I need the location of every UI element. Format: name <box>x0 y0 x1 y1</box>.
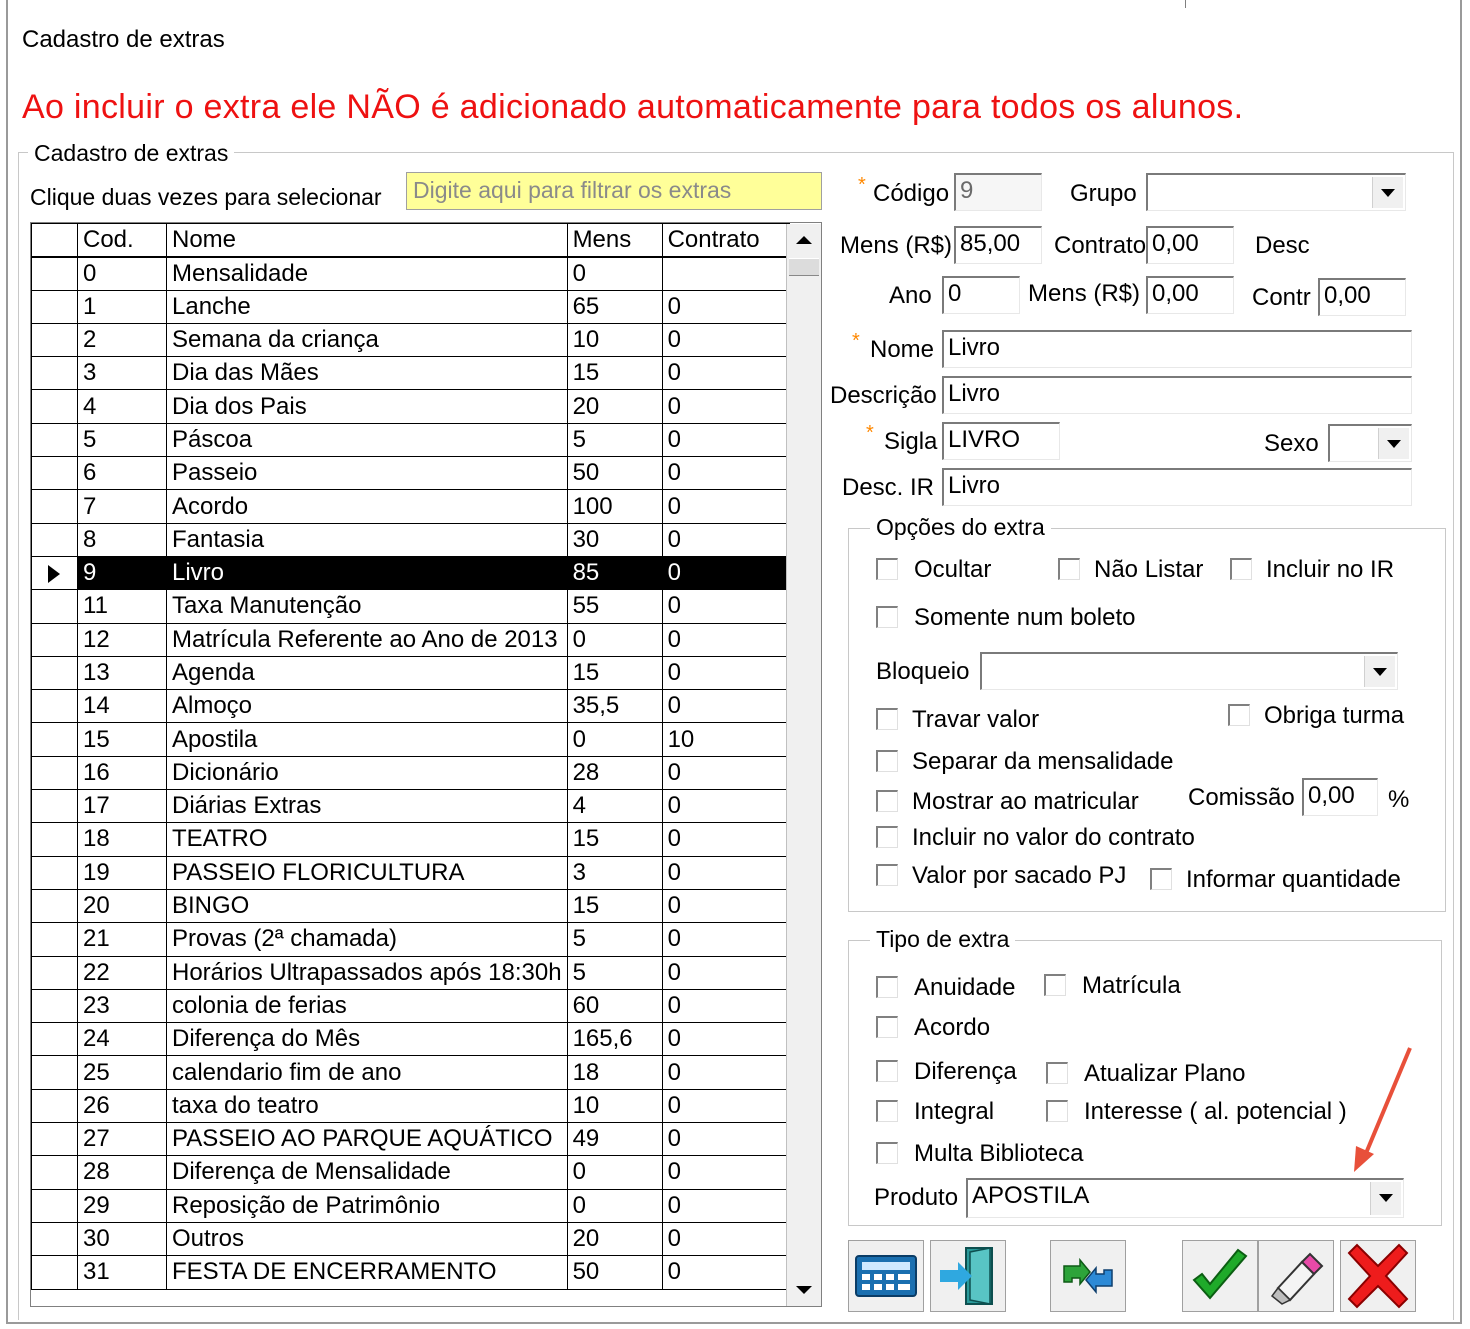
row-indicator[interactable] <box>32 390 78 423</box>
cell-cod[interactable]: 21 <box>78 923 167 956</box>
extras-grid[interactable] <box>30 222 822 1307</box>
cell-contrato[interactable]: 0 <box>662 1123 789 1156</box>
atualizar-plano-label: Atualizar Plano <box>1084 1060 1246 1087</box>
acordo-checkbox[interactable] <box>876 1016 898 1038</box>
cell-nome[interactable]: taxa do teatro <box>167 1089 568 1122</box>
row-indicator[interactable] <box>32 656 78 689</box>
grid-vertical-scrollbar[interactable] <box>786 224 821 1306</box>
cell-cod[interactable]: 28 <box>78 1156 167 1189</box>
cell-mens[interactable]: 30 <box>567 523 662 556</box>
mens-desc-field[interactable]: 0,00 <box>1146 276 1234 314</box>
row-indicator[interactable] <box>32 1222 78 1255</box>
window-title: Cadastro de extras <box>22 26 225 53</box>
cell-cod[interactable]: 24 <box>78 1023 167 1056</box>
row-indicator[interactable] <box>32 423 78 456</box>
ano-field[interactable]: 0 <box>942 276 1020 314</box>
cell-mens[interactable]: 20 <box>567 390 662 423</box>
nao-listar-checkbox[interactable] <box>1058 558 1080 580</box>
codigo-label: Código <box>873 180 950 207</box>
cell-mens[interactable]: 5 <box>567 956 662 989</box>
incluir-ir-label: Incluir no IR <box>1266 556 1395 583</box>
refresh-arrows-icon <box>1056 1252 1120 1300</box>
required-mark: * <box>858 174 866 196</box>
cell-contrato[interactable]: 0 <box>662 590 789 623</box>
cell-cod[interactable]: 12 <box>78 623 167 656</box>
confirm-check-icon <box>1188 1244 1252 1308</box>
valor-sacado-label: Valor por sacado PJ <box>912 862 1127 889</box>
col-header-contrato[interactable]: Contrato <box>662 224 789 257</box>
table-row[interactable] <box>32 756 790 789</box>
row-indicator[interactable] <box>32 989 78 1022</box>
title-separator <box>1185 0 1186 8</box>
cell-contrato[interactable]: 0 <box>662 457 789 490</box>
somente-boleto-checkbox[interactable] <box>876 606 898 628</box>
table-row[interactable] <box>32 556 790 589</box>
annotation-arrow-icon <box>1340 1040 1430 1180</box>
cell-mens[interactable]: 3 <box>567 856 662 889</box>
obriga-turma-label: Obriga turma <box>1264 702 1405 729</box>
somente-boleto-label: Somente num boleto <box>914 604 1136 631</box>
row-indicator[interactable] <box>32 790 78 823</box>
chevron-down-icon[interactable] <box>1370 1182 1401 1215</box>
table-row[interactable] <box>32 523 790 556</box>
cell-contrato[interactable]: 0 <box>662 989 789 1022</box>
cell-cod[interactable]: 25 <box>78 1056 167 1089</box>
cell-contrato[interactable]: 0 <box>662 856 789 889</box>
cell-nome[interactable]: Matrícula Referente ao Ano de 2013 <box>167 623 568 656</box>
cell-nome[interactable]: Apostila <box>167 723 568 756</box>
cell-nome[interactable]: TEATRO <box>167 823 568 856</box>
cell-mens[interactable]: 15 <box>567 823 662 856</box>
cell-mens[interactable]: 20 <box>567 1222 662 1255</box>
cell-mens[interactable]: 165,6 <box>567 1023 662 1056</box>
ocultar-checkbox[interactable] <box>876 558 898 580</box>
cell-mens[interactable]: 0 <box>567 623 662 656</box>
cell-nome[interactable]: Diferença de Mensalidade <box>167 1156 568 1189</box>
select-hint: Clique duas vezes para selecionar <box>30 184 382 210</box>
mens-label: Mens (R$) <box>840 232 953 259</box>
cell-mens[interactable]: 5 <box>567 923 662 956</box>
cell-contrato[interactable]: 0 <box>662 623 789 656</box>
cell-mens[interactable]: 15 <box>567 889 662 922</box>
cell-cod[interactable]: 13 <box>78 656 167 689</box>
row-indicator[interactable] <box>32 1123 78 1156</box>
cell-contrato[interactable]: 0 <box>662 756 789 789</box>
cell-contrato[interactable]: 0 <box>662 357 789 390</box>
informar-qtd-label: Informar quantidade <box>1186 866 1401 893</box>
matricula-checkbox[interactable] <box>1044 974 1066 996</box>
row-indicator[interactable] <box>32 923 78 956</box>
cell-contrato[interactable]: 0 <box>662 790 789 823</box>
cell-cod[interactable]: 9 <box>78 556 167 589</box>
produto-value: APOSTILA <box>972 1182 1090 1209</box>
chevron-down-icon[interactable] <box>1364 656 1395 687</box>
cell-mens[interactable]: 65 <box>567 290 662 323</box>
contrato-label: Contrato <box>1054 232 1147 259</box>
exit-door-icon <box>936 1244 1000 1308</box>
cell-contrato[interactable]: 0 <box>662 556 789 589</box>
table-row[interactable] <box>32 257 790 290</box>
cell-nome[interactable]: Acordo <box>167 490 568 523</box>
cell-nome[interactable]: colonia de ferias <box>167 989 568 1022</box>
chevron-down-icon[interactable] <box>1372 177 1403 208</box>
cell-contrato[interactable]: 0 <box>662 423 789 456</box>
exit-button[interactable] <box>930 1240 1006 1312</box>
obriga-turma-checkbox[interactable] <box>1228 704 1250 726</box>
cell-contrato[interactable]: 0 <box>662 1156 789 1189</box>
table-row[interactable] <box>32 357 790 390</box>
cell-contrato[interactable]: 0 <box>662 923 789 956</box>
cancel-button[interactable] <box>1340 1240 1416 1312</box>
table-row[interactable] <box>32 1189 790 1222</box>
multa-biblioteca-checkbox[interactable] <box>876 1142 898 1164</box>
cell-nome[interactable]: PASSEIO AO PARQUE AQUÁTICO <box>167 1123 568 1156</box>
cell-nome[interactable]: Diárias Extras <box>167 790 568 823</box>
row-indicator[interactable] <box>32 723 78 756</box>
cell-mens[interactable]: 85 <box>567 556 662 589</box>
cell-mens[interactable]: 10 <box>567 1089 662 1122</box>
ano-label: Ano <box>889 282 932 309</box>
cell-cod[interactable]: 26 <box>78 1089 167 1122</box>
table-row[interactable] <box>32 1056 790 1089</box>
travar-valor-label: Travar valor <box>912 706 1040 733</box>
cell-contrato[interactable]: 0 <box>662 1189 789 1222</box>
sigla-field[interactable]: LIVRO <box>942 422 1060 460</box>
cell-cod[interactable]: 30 <box>78 1222 167 1255</box>
table-row[interactable] <box>32 1256 790 1289</box>
table-row[interactable] <box>32 490 790 523</box>
descricao-field[interactable]: Livro <box>942 376 1412 414</box>
cell-nome[interactable]: Mensalidade <box>167 257 568 290</box>
nome-label: Nome <box>870 336 935 363</box>
cell-mens[interactable]: 60 <box>567 989 662 1022</box>
cell-contrato[interactable]: 10 <box>662 723 789 756</box>
bloqueio-label: Bloqueio <box>876 658 970 685</box>
row-indicator[interactable] <box>32 523 78 556</box>
matricula-label: Matrícula <box>1082 972 1181 999</box>
row-indicator[interactable] <box>32 490 78 523</box>
row-indicator[interactable] <box>32 1189 78 1222</box>
row-indicator[interactable] <box>32 323 78 356</box>
interesse-label: Interesse ( al. potencial ) <box>1084 1098 1347 1125</box>
required-mark: * <box>866 422 874 444</box>
table-row[interactable] <box>32 889 790 922</box>
contr-field[interactable]: 0,00 <box>1318 278 1406 316</box>
cell-mens[interactable]: 18 <box>567 1056 662 1089</box>
cell-cod[interactable]: 2 <box>78 323 167 356</box>
comissao-unit: % <box>1388 786 1410 813</box>
cell-mens[interactable]: 15 <box>567 357 662 390</box>
eraser-icon <box>1264 1244 1328 1308</box>
table-row[interactable] <box>32 423 790 456</box>
cell-contrato[interactable]: 0 <box>662 956 789 989</box>
cell-nome[interactable]: Semana da criança <box>167 323 568 356</box>
cell-nome[interactable]: Lanche <box>167 290 568 323</box>
row-indicator[interactable] <box>32 956 78 989</box>
row-indicator[interactable] <box>32 590 78 623</box>
mens-desc-label: Mens (R$) <box>1028 280 1141 307</box>
cell-cod[interactable]: 7 <box>78 490 167 523</box>
descir-field[interactable]: Livro <box>942 468 1412 506</box>
grupo-label: Grupo <box>1070 180 1137 207</box>
cell-mens[interactable]: 10 <box>567 323 662 356</box>
table-row[interactable] <box>32 457 790 490</box>
cell-mens[interactable]: 5 <box>567 423 662 456</box>
cell-nome[interactable]: PASSEIO FLORICULTURA <box>167 856 568 889</box>
cell-nome[interactable]: Fantasia <box>167 523 568 556</box>
table-row[interactable] <box>32 790 790 823</box>
table-row[interactable] <box>32 989 790 1022</box>
row-indicator[interactable] <box>32 823 78 856</box>
cell-contrato[interactable]: 0 <box>662 1023 789 1056</box>
table-row[interactable] <box>32 1123 790 1156</box>
mostrar-matricular-checkbox[interactable] <box>876 790 898 812</box>
codigo-field[interactable]: 9 <box>954 173 1042 211</box>
anuidade-checkbox[interactable] <box>876 976 898 998</box>
contrato-field[interactable]: 0,00 <box>1146 226 1234 264</box>
comissao-label: Comissão <box>1188 784 1295 811</box>
table-row[interactable] <box>32 1089 790 1122</box>
cell-nome[interactable]: Dia das Mães <box>167 357 568 390</box>
cell-mens[interactable]: 0 <box>567 1156 662 1189</box>
cell-mens[interactable]: 50 <box>567 457 662 490</box>
desc-label: Desc <box>1255 232 1310 259</box>
cell-cod[interactable]: 17 <box>78 790 167 823</box>
cell-cod[interactable]: 1 <box>78 290 167 323</box>
table-row[interactable] <box>32 323 790 356</box>
cell-contrato[interactable]: 0 <box>662 656 789 689</box>
table-row[interactable] <box>32 690 790 723</box>
cell-nome[interactable]: BINGO <box>167 889 568 922</box>
row-indicator[interactable] <box>32 690 78 723</box>
separar-mensalidade-checkbox[interactable] <box>876 750 898 772</box>
row-indicator[interactable] <box>32 889 78 922</box>
table-row[interactable] <box>32 290 790 323</box>
cell-mens[interactable]: 15 <box>567 656 662 689</box>
row-indicator[interactable] <box>32 756 78 789</box>
produto-select[interactable] <box>966 1178 1404 1218</box>
table-row[interactable] <box>32 590 790 623</box>
table-row[interactable] <box>32 390 790 423</box>
cell-nome[interactable]: Almoço <box>167 690 568 723</box>
refresh-button[interactable] <box>1050 1240 1126 1312</box>
table-row[interactable] <box>32 1156 790 1189</box>
cell-contrato[interactable]: 0 <box>662 323 789 356</box>
scroll-up-icon[interactable] <box>796 236 812 244</box>
cell-contrato[interactable]: 0 <box>662 490 789 523</box>
contr-label: Contr <box>1252 284 1311 311</box>
cell-contrato[interactable]: 0 <box>662 1089 789 1122</box>
descir-label: Desc. IR <box>842 474 935 501</box>
extras-table <box>31 223 790 1290</box>
cell-nome[interactable]: Páscoa <box>167 423 568 456</box>
cell-cod[interactable]: 15 <box>78 723 167 756</box>
table-row[interactable] <box>32 923 790 956</box>
table-row[interactable] <box>32 723 790 756</box>
nome-field[interactable]: Livro <box>942 330 1412 368</box>
sexo-label: Sexo <box>1264 430 1319 457</box>
travar-valor-checkbox[interactable] <box>876 708 898 730</box>
incluir-contrato-label: Incluir no valor do contrato <box>912 824 1195 851</box>
cell-cod[interactable]: 3 <box>78 357 167 390</box>
scroll-down-icon[interactable] <box>796 1286 812 1294</box>
cell-nome[interactable]: Outros <box>167 1222 568 1255</box>
table-row[interactable] <box>32 956 790 989</box>
cell-cod[interactable]: 31 <box>78 1256 167 1289</box>
indicator-header <box>32 224 78 257</box>
cell-nome[interactable]: Horários Ultrapassados após 18:30h <box>167 956 568 989</box>
row-indicator[interactable] <box>32 623 78 656</box>
cell-contrato[interactable]: 0 <box>662 889 789 922</box>
row-indicator[interactable] <box>32 357 78 390</box>
integral-checkbox[interactable] <box>876 1100 898 1122</box>
cell-contrato[interactable] <box>662 257 789 290</box>
cell-contrato[interactable]: 0 <box>662 1056 789 1089</box>
row-indicator[interactable] <box>32 1089 78 1122</box>
clear-button[interactable] <box>1258 1240 1334 1312</box>
produto-label: Produto <box>874 1184 959 1211</box>
tipo-group-legend: Tipo de extra <box>870 926 1015 953</box>
cell-mens[interactable]: 4 <box>567 790 662 823</box>
diferenca-label: Diferença <box>914 1058 1017 1085</box>
separar-mensalidade-label: Separar da mensalidade <box>912 748 1174 775</box>
informar-qtd-checkbox[interactable] <box>1150 868 1172 890</box>
col-header-cod[interactable]: Cod. <box>78 224 167 257</box>
cell-nome[interactable]: Provas (2ª chamada) <box>167 923 568 956</box>
cell-cod[interactable]: 11 <box>78 590 167 623</box>
calculator-icon <box>854 1254 918 1298</box>
acordo-label: Acordo <box>914 1014 991 1041</box>
cell-contrato[interactable]: 0 <box>662 690 789 723</box>
table-row[interactable] <box>32 1222 790 1255</box>
cell-cod[interactable]: 6 <box>78 457 167 490</box>
cell-nome[interactable]: Dicionário <box>167 756 568 789</box>
cell-contrato[interactable]: 0 <box>662 290 789 323</box>
row-pointer-icon <box>48 565 60 583</box>
grid-header <box>32 224 790 257</box>
cancel-x-icon <box>1343 1241 1413 1311</box>
cell-contrato[interactable]: 0 <box>662 523 789 556</box>
cell-nome[interactable]: Diferença do Mês <box>167 1023 568 1056</box>
comissao-field[interactable]: 0,00 <box>1302 778 1378 816</box>
row-indicator[interactable] <box>32 856 78 889</box>
incluir-ir-checkbox[interactable] <box>1230 558 1252 580</box>
confirm-button[interactable] <box>1182 1240 1258 1312</box>
cell-mens[interactable]: 0 <box>567 1189 662 1222</box>
row-indicator[interactable] <box>32 556 78 589</box>
cell-nome[interactable]: Dia dos Pais <box>167 390 568 423</box>
cell-cod[interactable]: 14 <box>78 690 167 723</box>
col-header-mens[interactable]: Mens <box>567 224 662 257</box>
cell-mens[interactable]: 55 <box>567 590 662 623</box>
grupo-select[interactable] <box>1146 173 1406 211</box>
cell-cod[interactable]: 0 <box>78 257 167 290</box>
atualizar-plano-checkbox[interactable] <box>1046 1062 1068 1084</box>
row-indicator[interactable] <box>32 1256 78 1289</box>
cell-nome[interactable]: FESTA DE ENCERRAMENTO <box>167 1256 568 1289</box>
table-row[interactable] <box>32 623 790 656</box>
mens-field[interactable]: 85,00 <box>954 226 1042 264</box>
row-indicator[interactable] <box>32 290 78 323</box>
cell-mens[interactable]: 35,5 <box>567 690 662 723</box>
cell-nome[interactable]: calendario fim de ano <box>167 1056 568 1089</box>
ocultar-label: Ocultar <box>914 556 992 583</box>
row-indicator[interactable] <box>32 257 78 290</box>
cell-contrato[interactable]: 0 <box>662 1256 789 1289</box>
options-group-legend: Opções do extra <box>870 514 1051 541</box>
integral-label: Integral <box>914 1098 995 1125</box>
cell-cod[interactable]: 22 <box>78 956 167 989</box>
sigla-label: Sigla <box>884 428 938 455</box>
incluir-contrato-checkbox[interactable] <box>876 826 898 848</box>
table-row[interactable] <box>32 856 790 889</box>
cell-cod[interactable]: 27 <box>78 1123 167 1156</box>
cell-mens[interactable]: 50 <box>567 1256 662 1289</box>
calculator-button[interactable] <box>848 1240 924 1312</box>
cell-mens[interactable]: 100 <box>567 490 662 523</box>
required-mark: * <box>852 330 860 352</box>
row-indicator[interactable] <box>32 1156 78 1189</box>
row-indicator[interactable] <box>32 457 78 490</box>
cell-contrato[interactable]: 0 <box>662 1222 789 1255</box>
sexo-select[interactable] <box>1328 424 1412 462</box>
scroll-thumb[interactable] <box>789 258 819 276</box>
nao-listar-label: Não Listar <box>1094 556 1204 583</box>
warning-message: Ao incluir o extra ele NÃO é adicionado automaticamente para todos os alunos. <box>22 88 1244 126</box>
cell-nome[interactable]: Livro <box>167 556 568 589</box>
cell-mens[interactable]: 28 <box>567 756 662 789</box>
cell-mens[interactable]: 0 <box>567 257 662 290</box>
row-indicator[interactable] <box>32 1056 78 1089</box>
cell-nome[interactable]: Reposição de Patrimônio <box>167 1189 568 1222</box>
extras-group-legend: Cadastro de extras <box>28 140 234 167</box>
table-row[interactable] <box>32 823 790 856</box>
bloqueio-select[interactable] <box>980 652 1398 690</box>
cell-nome[interactable]: Agenda <box>167 656 568 689</box>
cell-cod[interactable]: 8 <box>78 523 167 556</box>
filter-input[interactable]: Digite aqui para filtrar os extras <box>406 172 822 210</box>
cell-cod[interactable]: 18 <box>78 823 167 856</box>
descricao-label: Descrição <box>830 382 937 409</box>
cell-cod[interactable]: 5 <box>78 423 167 456</box>
table-row[interactable] <box>32 1023 790 1056</box>
cell-cod[interactable]: 20 <box>78 889 167 922</box>
cell-mens[interactable]: 0 <box>567 723 662 756</box>
cell-mens[interactable]: 49 <box>567 1123 662 1156</box>
cell-contrato[interactable]: 0 <box>662 823 789 856</box>
diferenca-checkbox[interactable] <box>876 1060 898 1082</box>
table-row[interactable] <box>32 656 790 689</box>
row-indicator[interactable] <box>32 1023 78 1056</box>
cell-nome[interactable]: Passeio <box>167 457 568 490</box>
cell-cod[interactable]: 16 <box>78 756 167 789</box>
cell-cod[interactable]: 19 <box>78 856 167 889</box>
interesse-checkbox[interactable] <box>1046 1100 1068 1122</box>
cell-contrato[interactable]: 0 <box>662 390 789 423</box>
cell-cod[interactable]: 29 <box>78 1189 167 1222</box>
anuidade-label: Anuidade <box>914 974 1016 1001</box>
cell-cod[interactable]: 23 <box>78 989 167 1022</box>
cell-cod[interactable]: 4 <box>78 390 167 423</box>
chevron-down-icon[interactable] <box>1378 428 1409 459</box>
col-header-nome[interactable]: Nome <box>167 224 568 257</box>
multa-biblioteca-label: Multa Biblioteca <box>914 1140 1084 1167</box>
mostrar-matricular-label: Mostrar ao matricular <box>912 788 1139 815</box>
valor-sacado-checkbox[interactable] <box>876 864 898 886</box>
cell-nome[interactable]: Taxa Manutenção <box>167 590 568 623</box>
